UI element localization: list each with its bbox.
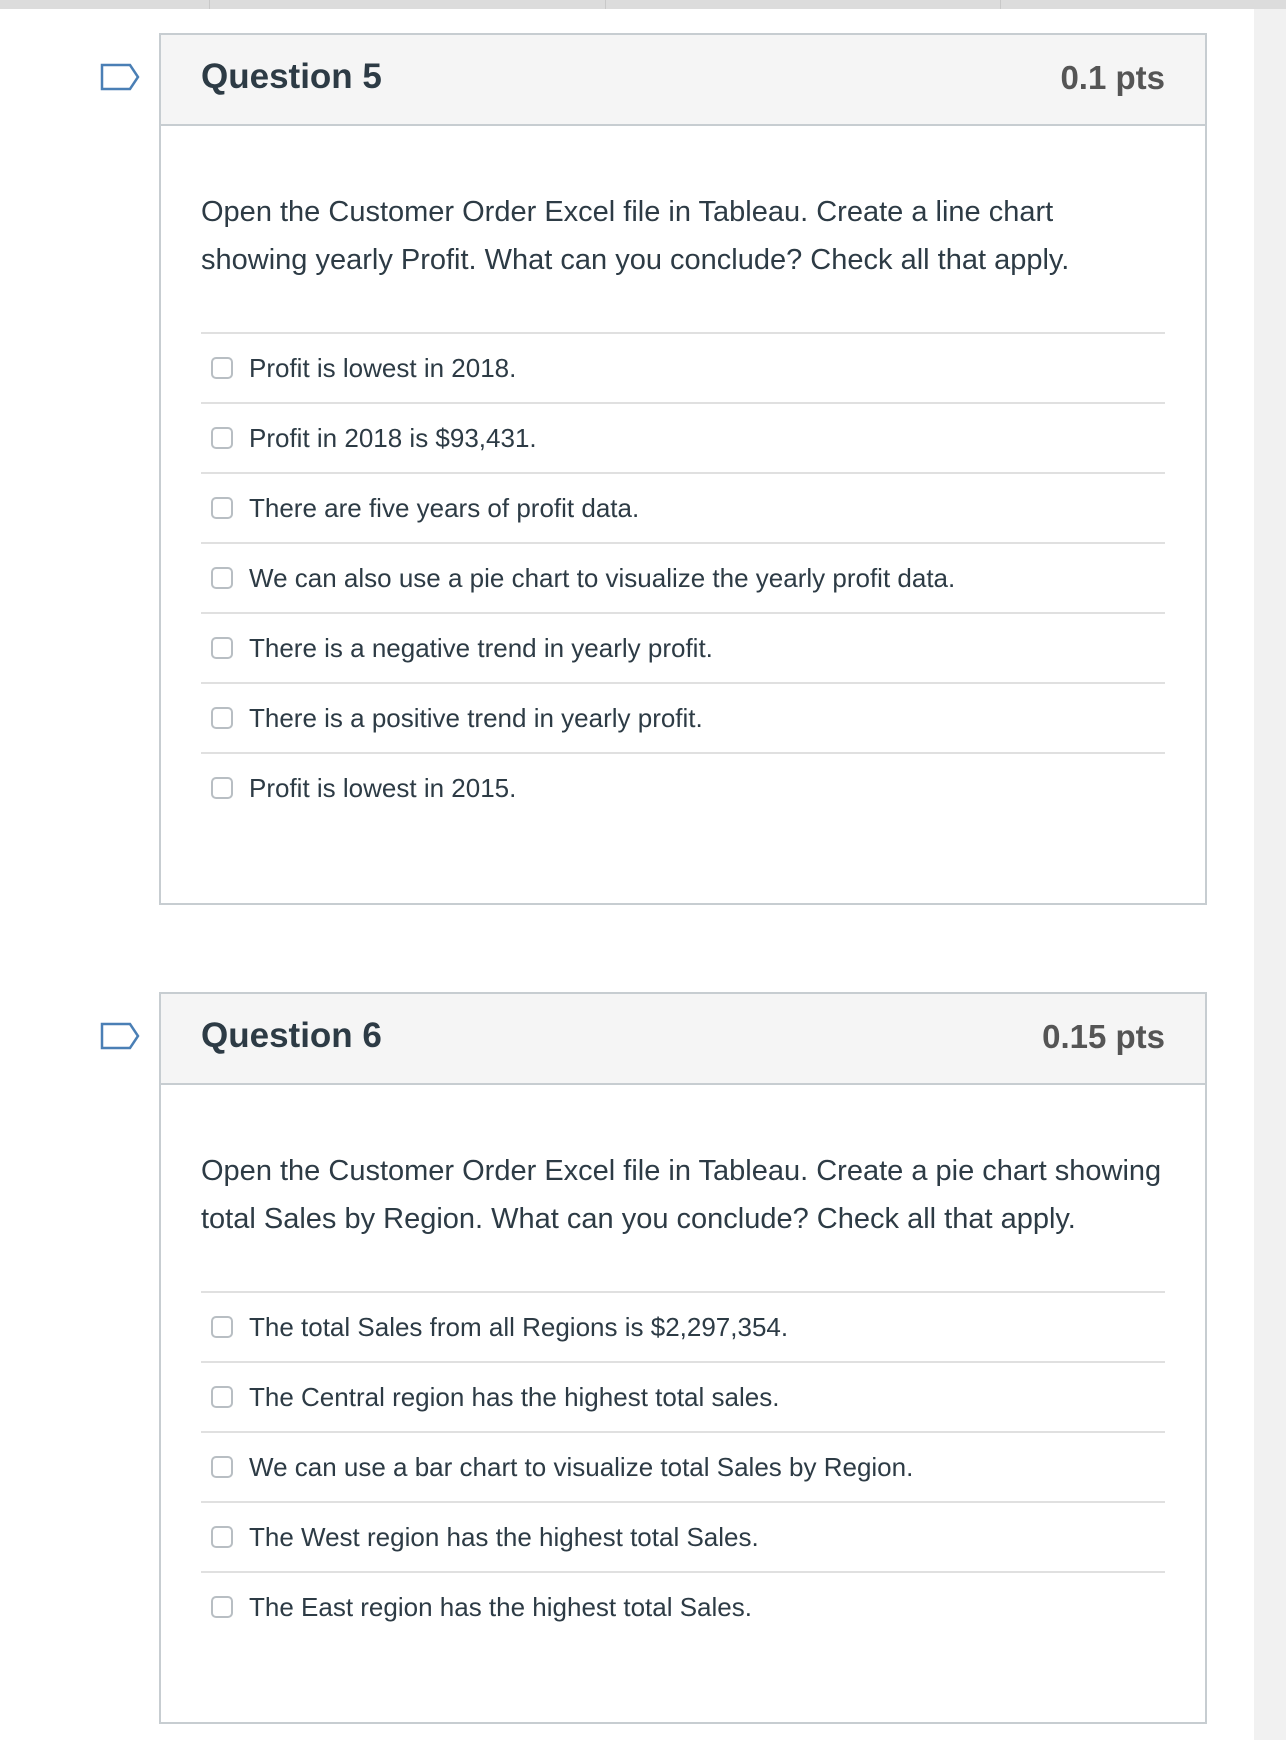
answer-option[interactable] bbox=[201, 1573, 1165, 1641]
answer-label[interactable]: There is a positive trend in yearly profit. bbox=[249, 702, 703, 733]
answer-checkbox[interactable] bbox=[211, 1596, 233, 1618]
scrollbar[interactable] bbox=[1254, 9, 1286, 1740]
answer-checkbox[interactable] bbox=[211, 707, 233, 729]
answer-label[interactable]: There are five years of profit data. bbox=[249, 492, 640, 523]
answer-label[interactable]: Profit in 2018 is $93,431. bbox=[249, 422, 537, 453]
answer-checkbox[interactable] bbox=[211, 1386, 233, 1408]
answer-option[interactable] bbox=[201, 404, 1165, 474]
answer-label[interactable]: There is a negative trend in yearly profit. bbox=[249, 632, 713, 663]
answer-label[interactable]: The East region has the highest total Sales. bbox=[249, 1591, 752, 1622]
top-bar-divider bbox=[605, 0, 606, 9]
answer-checkbox[interactable] bbox=[211, 567, 233, 589]
question-6 bbox=[159, 992, 1207, 1724]
answer-checkbox[interactable] bbox=[211, 1316, 233, 1338]
question-points: 0.1 pts bbox=[1060, 59, 1165, 96]
question-text: Open the Customer Order Excel file in Tableau. Create a pie chart showing total Sales by Region. What can you conclude? Check all that apply. bbox=[201, 1155, 1162, 1235]
answer-option[interactable] bbox=[201, 1433, 1165, 1503]
answer-option[interactable] bbox=[201, 334, 1165, 404]
answer-label[interactable]: The West region has the highest total Sales. bbox=[249, 1521, 759, 1552]
answer-checkbox[interactable] bbox=[211, 1456, 233, 1478]
answer-option[interactable] bbox=[201, 754, 1165, 822]
question-title: Question 5 bbox=[201, 57, 382, 96]
answer-option[interactable] bbox=[201, 1363, 1165, 1433]
answer-checkbox[interactable] bbox=[211, 637, 233, 659]
answer-checkbox[interactable] bbox=[211, 497, 233, 519]
question-text: Open the Customer Order Excel file in Tableau. Create a line chart showing yearly Profit. What can you conclude? Check all that apply. bbox=[201, 196, 1070, 276]
answer-checkbox[interactable] bbox=[211, 357, 233, 379]
question-header bbox=[161, 35, 1205, 126]
top-bar-divider bbox=[1000, 0, 1001, 9]
answer-list bbox=[201, 332, 1165, 822]
answer-checkbox[interactable] bbox=[211, 777, 233, 799]
answer-label[interactable]: The Central region has the highest total sales. bbox=[249, 1381, 780, 1412]
answer-checkbox[interactable] bbox=[211, 1526, 233, 1548]
answer-list bbox=[201, 1291, 1165, 1641]
question-5 bbox=[159, 33, 1207, 905]
answer-option[interactable] bbox=[201, 474, 1165, 544]
answer-checkbox[interactable] bbox=[211, 427, 233, 449]
answer-option[interactable] bbox=[201, 614, 1165, 684]
answer-option[interactable] bbox=[201, 1503, 1165, 1573]
top-bar bbox=[0, 0, 1286, 9]
answer-label[interactable]: Profit is lowest in 2015. bbox=[249, 772, 517, 803]
answer-option[interactable] bbox=[201, 684, 1165, 754]
answer-option[interactable] bbox=[201, 1293, 1165, 1363]
top-bar-divider bbox=[209, 0, 210, 9]
answer-option[interactable] bbox=[201, 544, 1165, 614]
flag-question-icon[interactable] bbox=[100, 63, 140, 91]
question-header bbox=[161, 994, 1205, 1085]
answer-label[interactable]: Profit is lowest in 2018. bbox=[249, 352, 517, 383]
answer-label[interactable]: We can also use a pie chart to visualize the yearly profit data. bbox=[249, 562, 956, 593]
flag-question-icon[interactable] bbox=[100, 1022, 140, 1050]
question-title: Question 6 bbox=[201, 1016, 382, 1055]
answer-label[interactable]: The total Sales from all Regions is $2,297,354. bbox=[249, 1311, 789, 1342]
answer-label[interactable]: We can use a bar chart to visualize total Sales by Region. bbox=[249, 1451, 914, 1482]
question-points: 0.15 pts bbox=[1042, 1018, 1165, 1055]
